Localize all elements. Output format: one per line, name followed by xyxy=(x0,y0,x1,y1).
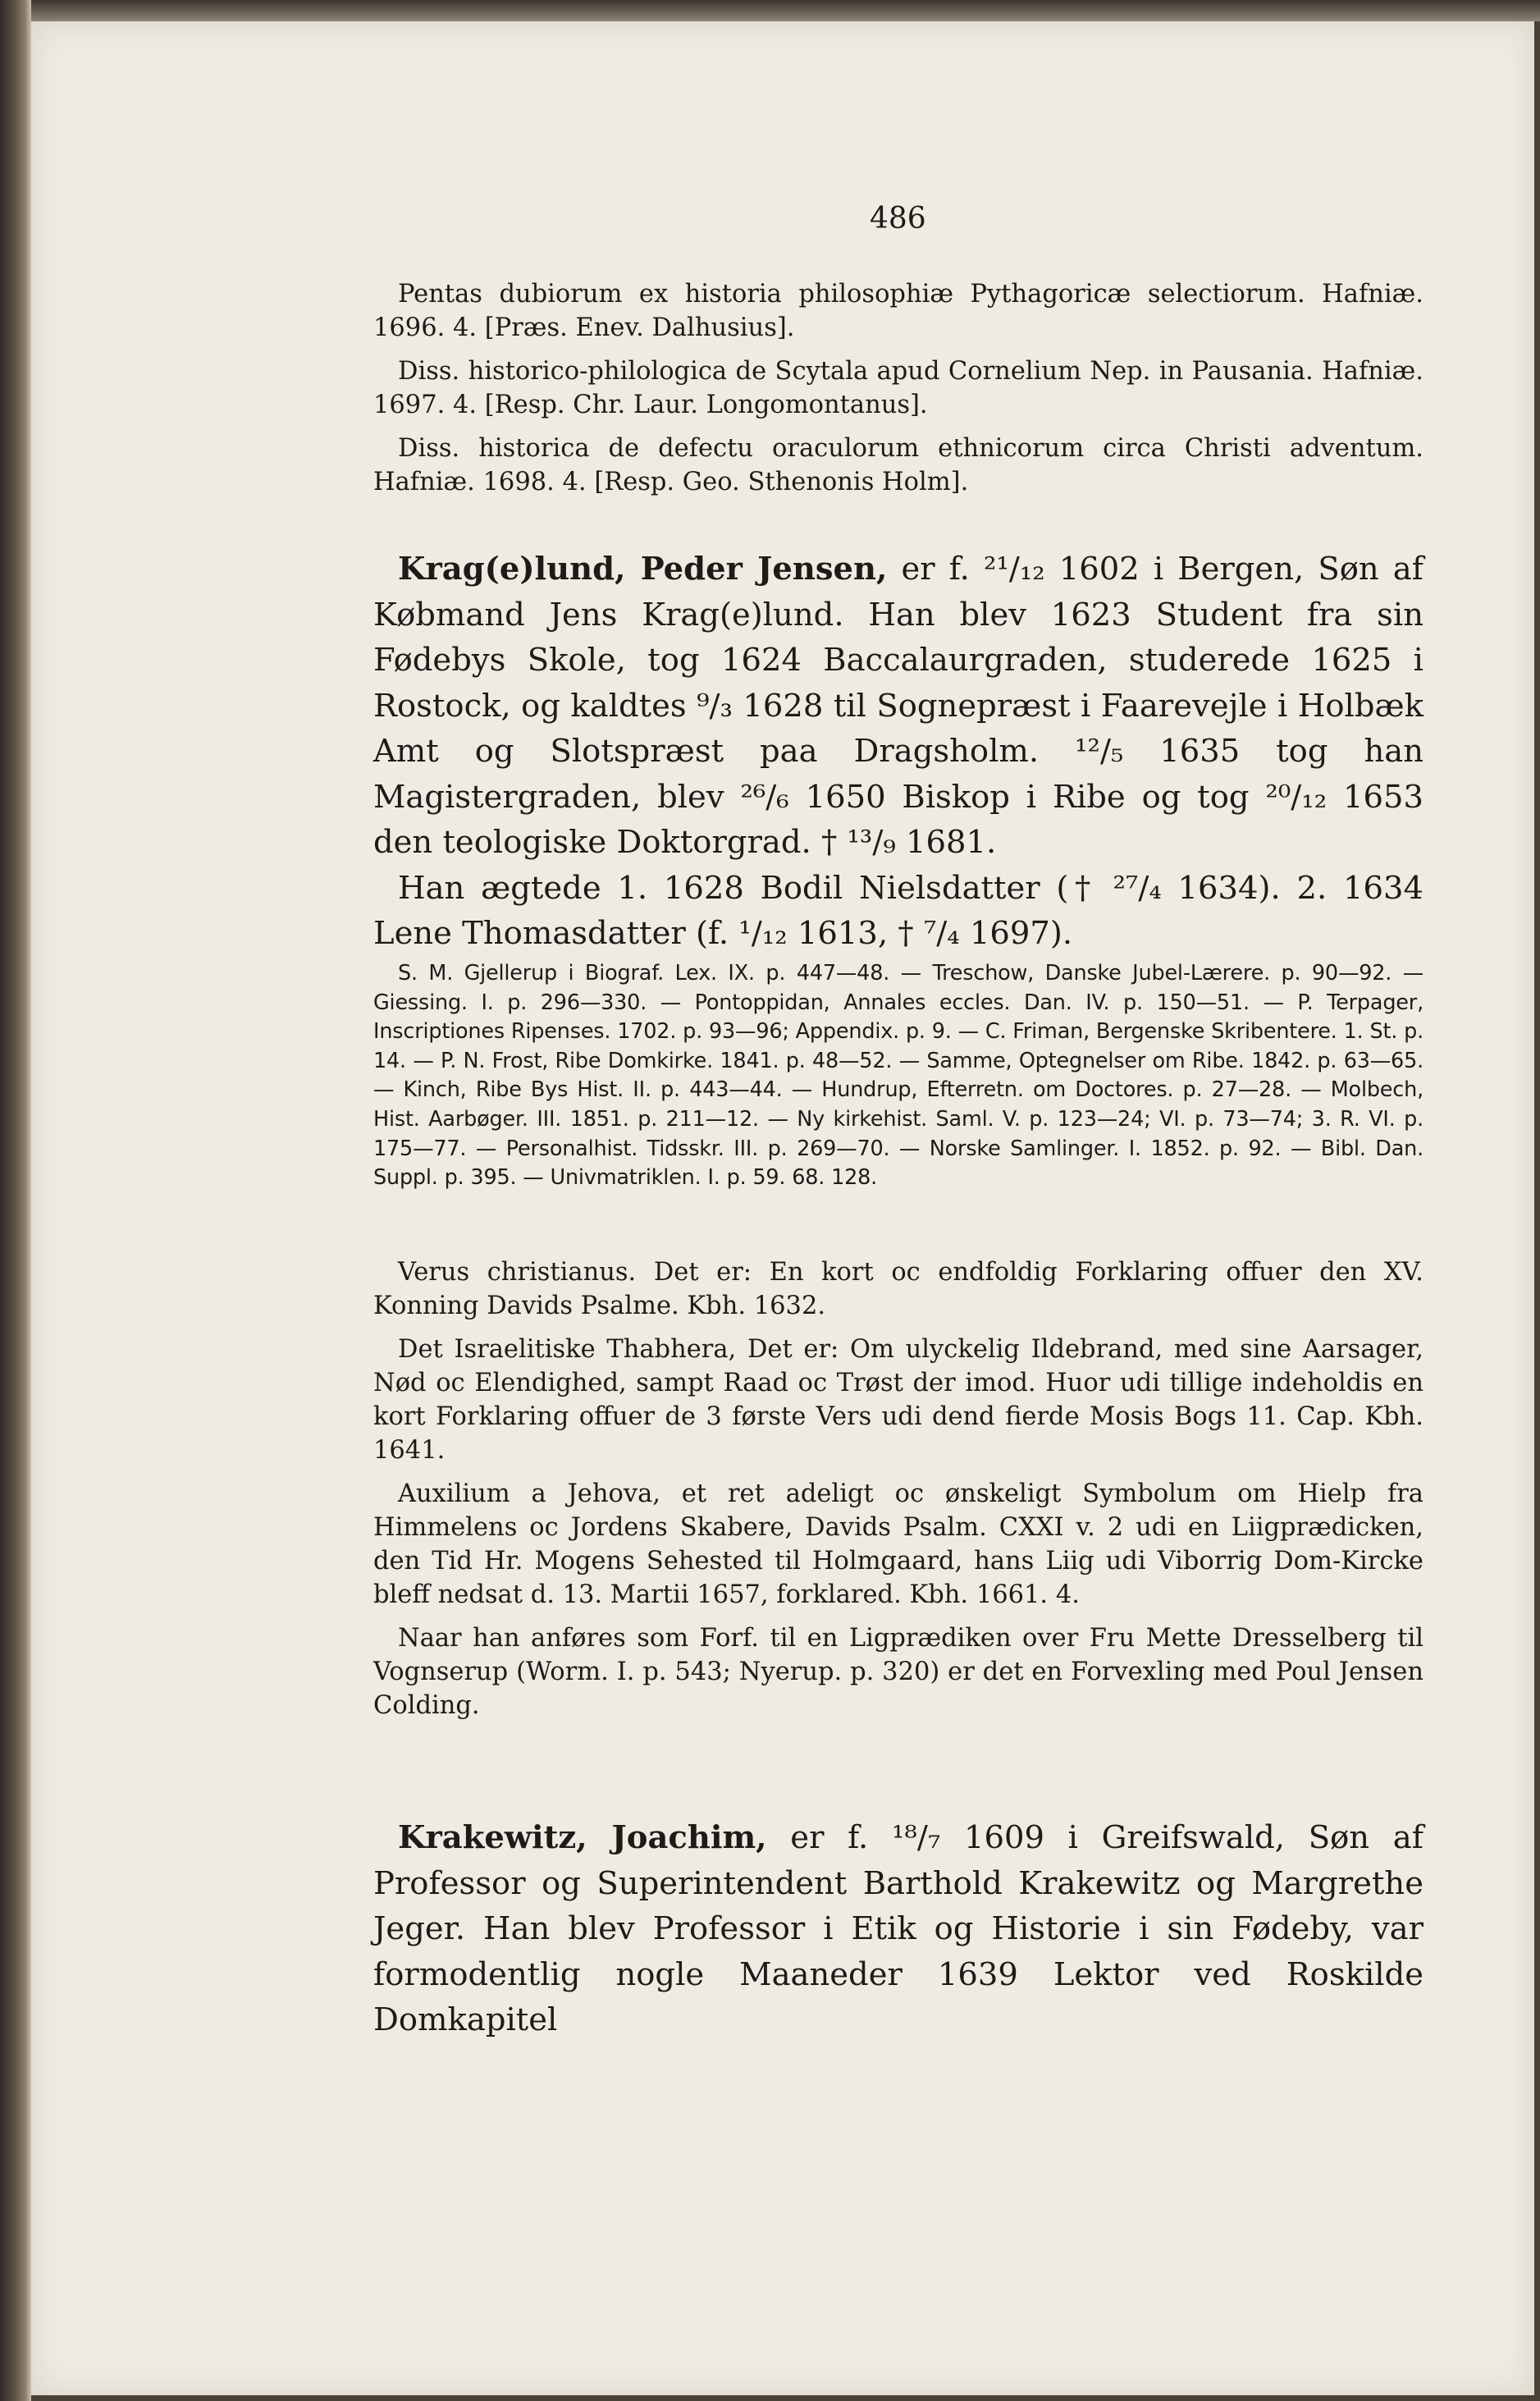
entry-body: er f. ¹⁸/₇ 1609 i Greifswald, Søn af Professor og Superintendent Barthold Krakewitz og Margrethe Jeger. Han blev Professor i Etik og Historie i sin Fødeby, var formodentlig nogle Maaneder 1639 Lektor ved Roskilde Domkapitel xyxy=(373,1819,1423,2038)
top-works-list xyxy=(373,277,1423,509)
work-item: Diss. historica de defectu oraculorum ethnicorum circa Christi adventum. Hafniæ. 1698. 4. [Resp. Geo. Sthenonis Holm]. xyxy=(373,434,1423,496)
scan-top-edge xyxy=(0,0,1540,21)
entry-headword: Krakewitz, Joachim, xyxy=(398,1819,767,1856)
work-item: Pentas dubiorum ex historia philosophiæ Pythagoricæ selectiorum. Hafniæ. 1696. 4. [Præs. Enev. Dalhusius]. xyxy=(373,280,1423,342)
entry-kragelund xyxy=(373,547,1423,957)
work-item: Naar han anføres som Forf. til en Ligprædiken over Fru Mette Dresselberg til Vognserup (Worm. I. p. 543; Nyerup. p. 320) er det en Forvexling med Poul Jensen Colding. xyxy=(373,1624,1423,1720)
entry-marriage: Han ægtede 1. 1628 Bodil Nielsdatter († ²⁷/₄ 1634). 2. 1634 Lene Thomasdatter (f. ¹/₁₂ 1613, † ⁷/₄ 1697). xyxy=(373,869,1423,952)
entry-krakewitz xyxy=(373,1815,1423,2043)
entry-references: S. M. Gjellerup i Biograf. Lex. IX. p. 447—48. — Treschow, Danske Jubel-Lærere. p. 90—92. — Giessing. I. p. 296—330. — Pontoppidan, Annales eccles. Dan. IV. p. 150—51. — P. Terpager, Inscriptiones Ripenses. 1702. p. 93—96; Appendix. p. 9. — C. Friman, Bergenske Skribentere. 1. St. p. 14. — P. N. Frost, Ribe Domkirke. 1841. p. 48—52. — Samme, Optegnelser om Ribe. 1842. p. 63—65. — Kinch, Ribe Bys Hist. II. p. 443—44. — Hundrup, Efterretn. om Doctores. p. 27—28. — Molbech, Hist. Aarbøger. III. 1851. p. 211—12. — Ny kirkehist. Saml. V. p. 123—24; VI. p. 73—74; 3. R. VI. p. 175—77. — Personalhist. Tidsskr. III. p. 269—70. — Norske Samlinger. I. 1852. p. 92. — Bibl. Dan. Suppl. p. 395. — Univmatriklen. I. p. 59. 68. 128. xyxy=(373,961,1423,1191)
work-item: Verus christianus. Det er: En kort oc endfoldig Forklaring offuer den XV. Konning Davids Psalme. Kbh. 1632. xyxy=(373,1258,1423,1320)
entry-headword: Krag(e)lund, Peder Jensen, xyxy=(398,551,888,588)
book-binding-edge xyxy=(0,0,31,2401)
entry-works-list xyxy=(373,1255,1423,1732)
page-number: 486 xyxy=(870,202,926,236)
work-item: Diss. historico-philologica de Scytala apud Cornelium Nep. in Pausania. Hafniæ. 1697. 4. [Resp. Chr. Laur. Longomontanus]. xyxy=(373,357,1423,419)
work-item: Auxilium a Jehova, et ret adeligt oc ønskeligt Symbolum om Hielp fra Himmelens oc Jordens Skabere, Davids Psalm. CXXI v. 2 udi en Liigprædicken, den Tid Hr. Mogens Sehested til Holmgaard, hans Liig udi Viborrig Dom-Kircke bleff nedsat d. 13. Martii 1657, forklared. Kbh. 1661. 4. xyxy=(373,1479,1423,1609)
work-item: Det Israelitiske Thabhera, Det er: Om ulyckelig Ildebrand, med sine Aarsager, Nød oc Elendighed, sampt Raad oc Trøst der imod. Huor udi tillige indeholdis en kort Forklaring offuer de 3 første Vers udi dend fierde Mosis Bogs 11. Cap. Kbh. 1641. xyxy=(373,1335,1423,1465)
entry-body: er f. ²¹/₁₂ 1602 i Bergen, Søn af Købmand Jens Krag(e)lund. Han blev 1623 Student fra sin Fødebys Skole, tog 1624 Baccalaurgraden, studerede 1625 i Rostock, og kaldtes ⁹/₃ 1628 til Sognepræst i Faarevejle i Holbæk Amt og Slotspræst paa Dragsholm. ¹²/₅ 1635 tog han Magistergraden, blev ²⁶/₆ 1650 Biskop i Ribe og tog ²⁰/₁₂ 1653 den teologiske Doktorgrad. † ¹³/₉ 1681. xyxy=(373,551,1424,861)
